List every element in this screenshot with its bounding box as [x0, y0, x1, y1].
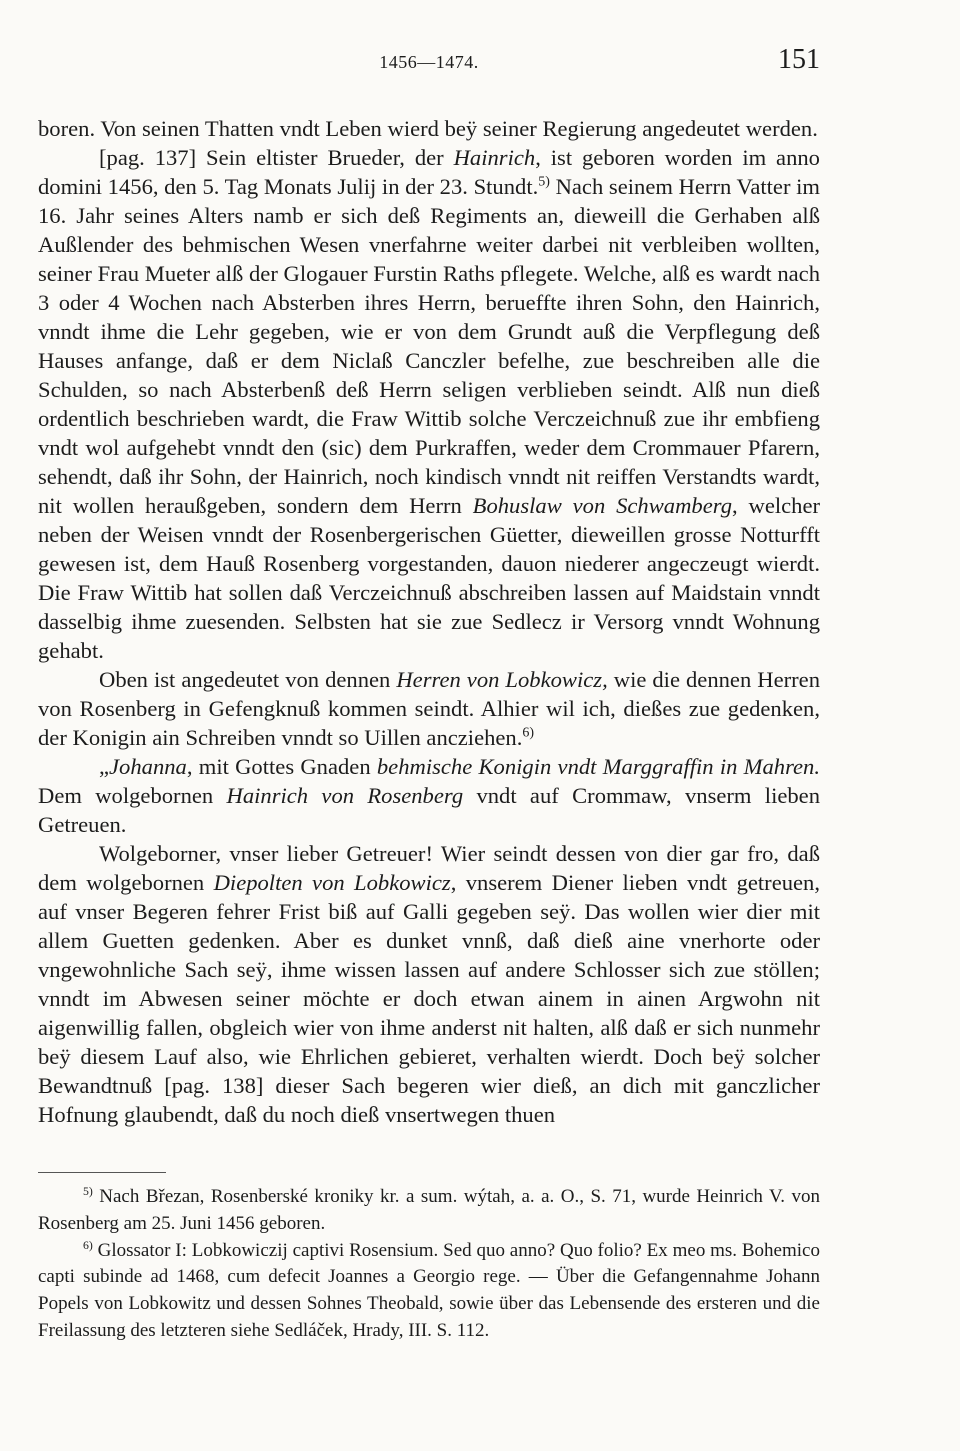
text-run: , vnserem Diener lieben vndt getreuen, auf vnser Begeren fehrer Frist biß auf Galli gegeben seÿ. Das wollen wier dier mit allem Guetten gedenken. Aber es dunket vnnß, daß dieß aine vnerhorte oder vngewohnliche Sach seÿ, ihme wissen lassen auf andere Schlosser sich zue stöllen; vnndt im Abwesen seiner möchte er doch etwan ainem in ainen Argwohn nit aigenwillig fallen, obgleich wier von ihme anderst nit halten, alß daß er sich nunmehr beÿ diesem Lauf also, wie Ehrlichen gebieret, verhalten wierdt. Doch beÿ solcher Bewandtnuß [pag. 138] dieser Sach begeren wier dieß, an dich mit ganczlicher Hofnung glaubendt, daß du noch dieß vnsertwegen thuen [38, 870, 820, 1127]
italic-name: Bohuslaw von Schwamberg [472, 493, 732, 518]
italic-name: Hainrich [453, 145, 536, 170]
text-run: , welcher neben der Weisen vnndt der Rosenbergerischen Güetter, dieweillen grosse Notturfft gewesen ist, dem Hauß Rosenberg vorgestanden, dauon niederer angeczeugt wierdt. Die Fraw Wittib hat sollen daß Verczeichnuß abschreiben lassen auf Maidstain vnndt dasselbig ihme zuesenden. Selbsten hat sie zue Sedlecz ir Versorg vnndt Wohnung gehabt. [38, 493, 820, 663]
text-run: „ [99, 754, 110, 779]
footnote-6 [38, 1238, 820, 1345]
text-run: , ist geboren worden im anno domini 1456, den 5. Tag Monats Julij in der 23. Stundt. [38, 145, 820, 199]
footnote-ref-5: 5) [538, 174, 550, 190]
text-run: [pag. 137] Sein eltister Brueder, der [99, 145, 454, 170]
paragraph-1: boren. Von seinen Thatten vndt Leben wierd beÿ seiner Regierung angedeutet werden. [38, 116, 818, 141]
footnote-marker: 6) [83, 1238, 93, 1252]
italic-name: Diepolten von Lobkowicz [213, 870, 451, 895]
paragraph-2 [38, 143, 820, 665]
italic-name: Hainrich von Rosenberg [226, 783, 464, 808]
text-run: Dem wolgebornen [38, 783, 227, 808]
page-header [38, 44, 820, 84]
paragraph-5 [38, 839, 820, 1129]
text-run: , mit Gottes Gnaden [186, 754, 377, 779]
footnote-text: Glossator I: Lobkowiczij captivi Rosensium. Sed quo anno? Quo folio? Ex meo ms. Bohemico capti subinde ad 1468, cum defecit Joannes a Georgio rege. — Über die Gefangennahme Johann Popels von Lobkowitz und dessen Sohnes Theobald, sowie über das Lebensende des ersteren und die Freilassung des letzteren siehe Sedláček, Hrady, III. S. 112. [38, 1239, 820, 1341]
footnotes [38, 1184, 820, 1345]
footnote-ref-6: 6) [522, 725, 535, 741]
text-run: wie die dennen Herren von Rosenberg in Gefengknuß kommen seindt. Alhier wil ich, dießes zue gedenken, der Konigin ain Schreiben vnndt so Uillen anczіehen. [38, 667, 820, 750]
footnote-marker: 5) [83, 1184, 93, 1198]
text-run: Oben ist angedeutet von dennen [99, 667, 397, 692]
italic-name: Johanna [109, 754, 187, 779]
footnote-text: Nach Březan, Rosenberské kroniky kr. a sum. wýtah, a. a. O., S. 71, wurde Heinrich V. von Rosenberg am 25. Juni 1456 geboren. [38, 1186, 820, 1234]
footnote-divider [38, 1172, 166, 1173]
text-run: Nach seinem Herrn Vatter im 16. Jahr seines Alters namb er sich deß Regiments an, dieweill die Gerhaben alß Außlender des behmischen Wesen vnerfahrne weiter darbei nit verbleiben wollten, seiner Frau Mueter alß der Glogauer Furstin Raths pflegete. Welche, alß es wardt nach 3 oder 4 Wochen nach Absterben ihres Herrn, berueffte ihren Sohn, den Hainrich, vnndt ihme die Lehr gegeben, wie er von dem Grundt auß die Verpflegung deß Hauses anfange, daß er dem Niclaß Canczler befelhe, zue beschreiben alle die Schulden, so nach Absterbenß deß Herrn seligen verblieben seindt. Alß nun dieß ordentlich beschrieben wardt, die Fraw Wittib solche Verczeichnuß zue ihr embfieng vndt wol aufgehebt vnndt den (sic) dem Purkraffen, weder dem Crommauer Pfarern, sehendt, daß ihr Sohn, der Hainrich, noch kindisch vnndt nit reiffen Verstandts wardt, nit wollen heraußgeben, sondern dem Herrn [38, 174, 820, 518]
paragraph-3 [38, 665, 820, 752]
page-number: 151 [778, 44, 820, 75]
text-run: vndt auf Crommaw, vnserm lieben Getreuen. [38, 783, 821, 837]
italic-name: Herren von Lobkowicz, [396, 667, 608, 692]
paragraph-4 [38, 752, 820, 839]
main-text [38, 114, 820, 1129]
italic-title: behmische Konigin vndt Marggraffin in Mahren. [376, 754, 820, 779]
running-head: 1456—1474. [379, 52, 479, 72]
text-run: Wolgeborner, vnser lieber Getreuer! Wier seindt dessen von dier gar fro, daß dem wolgebornen [38, 841, 820, 895]
footnote-5 [38, 1184, 820, 1238]
